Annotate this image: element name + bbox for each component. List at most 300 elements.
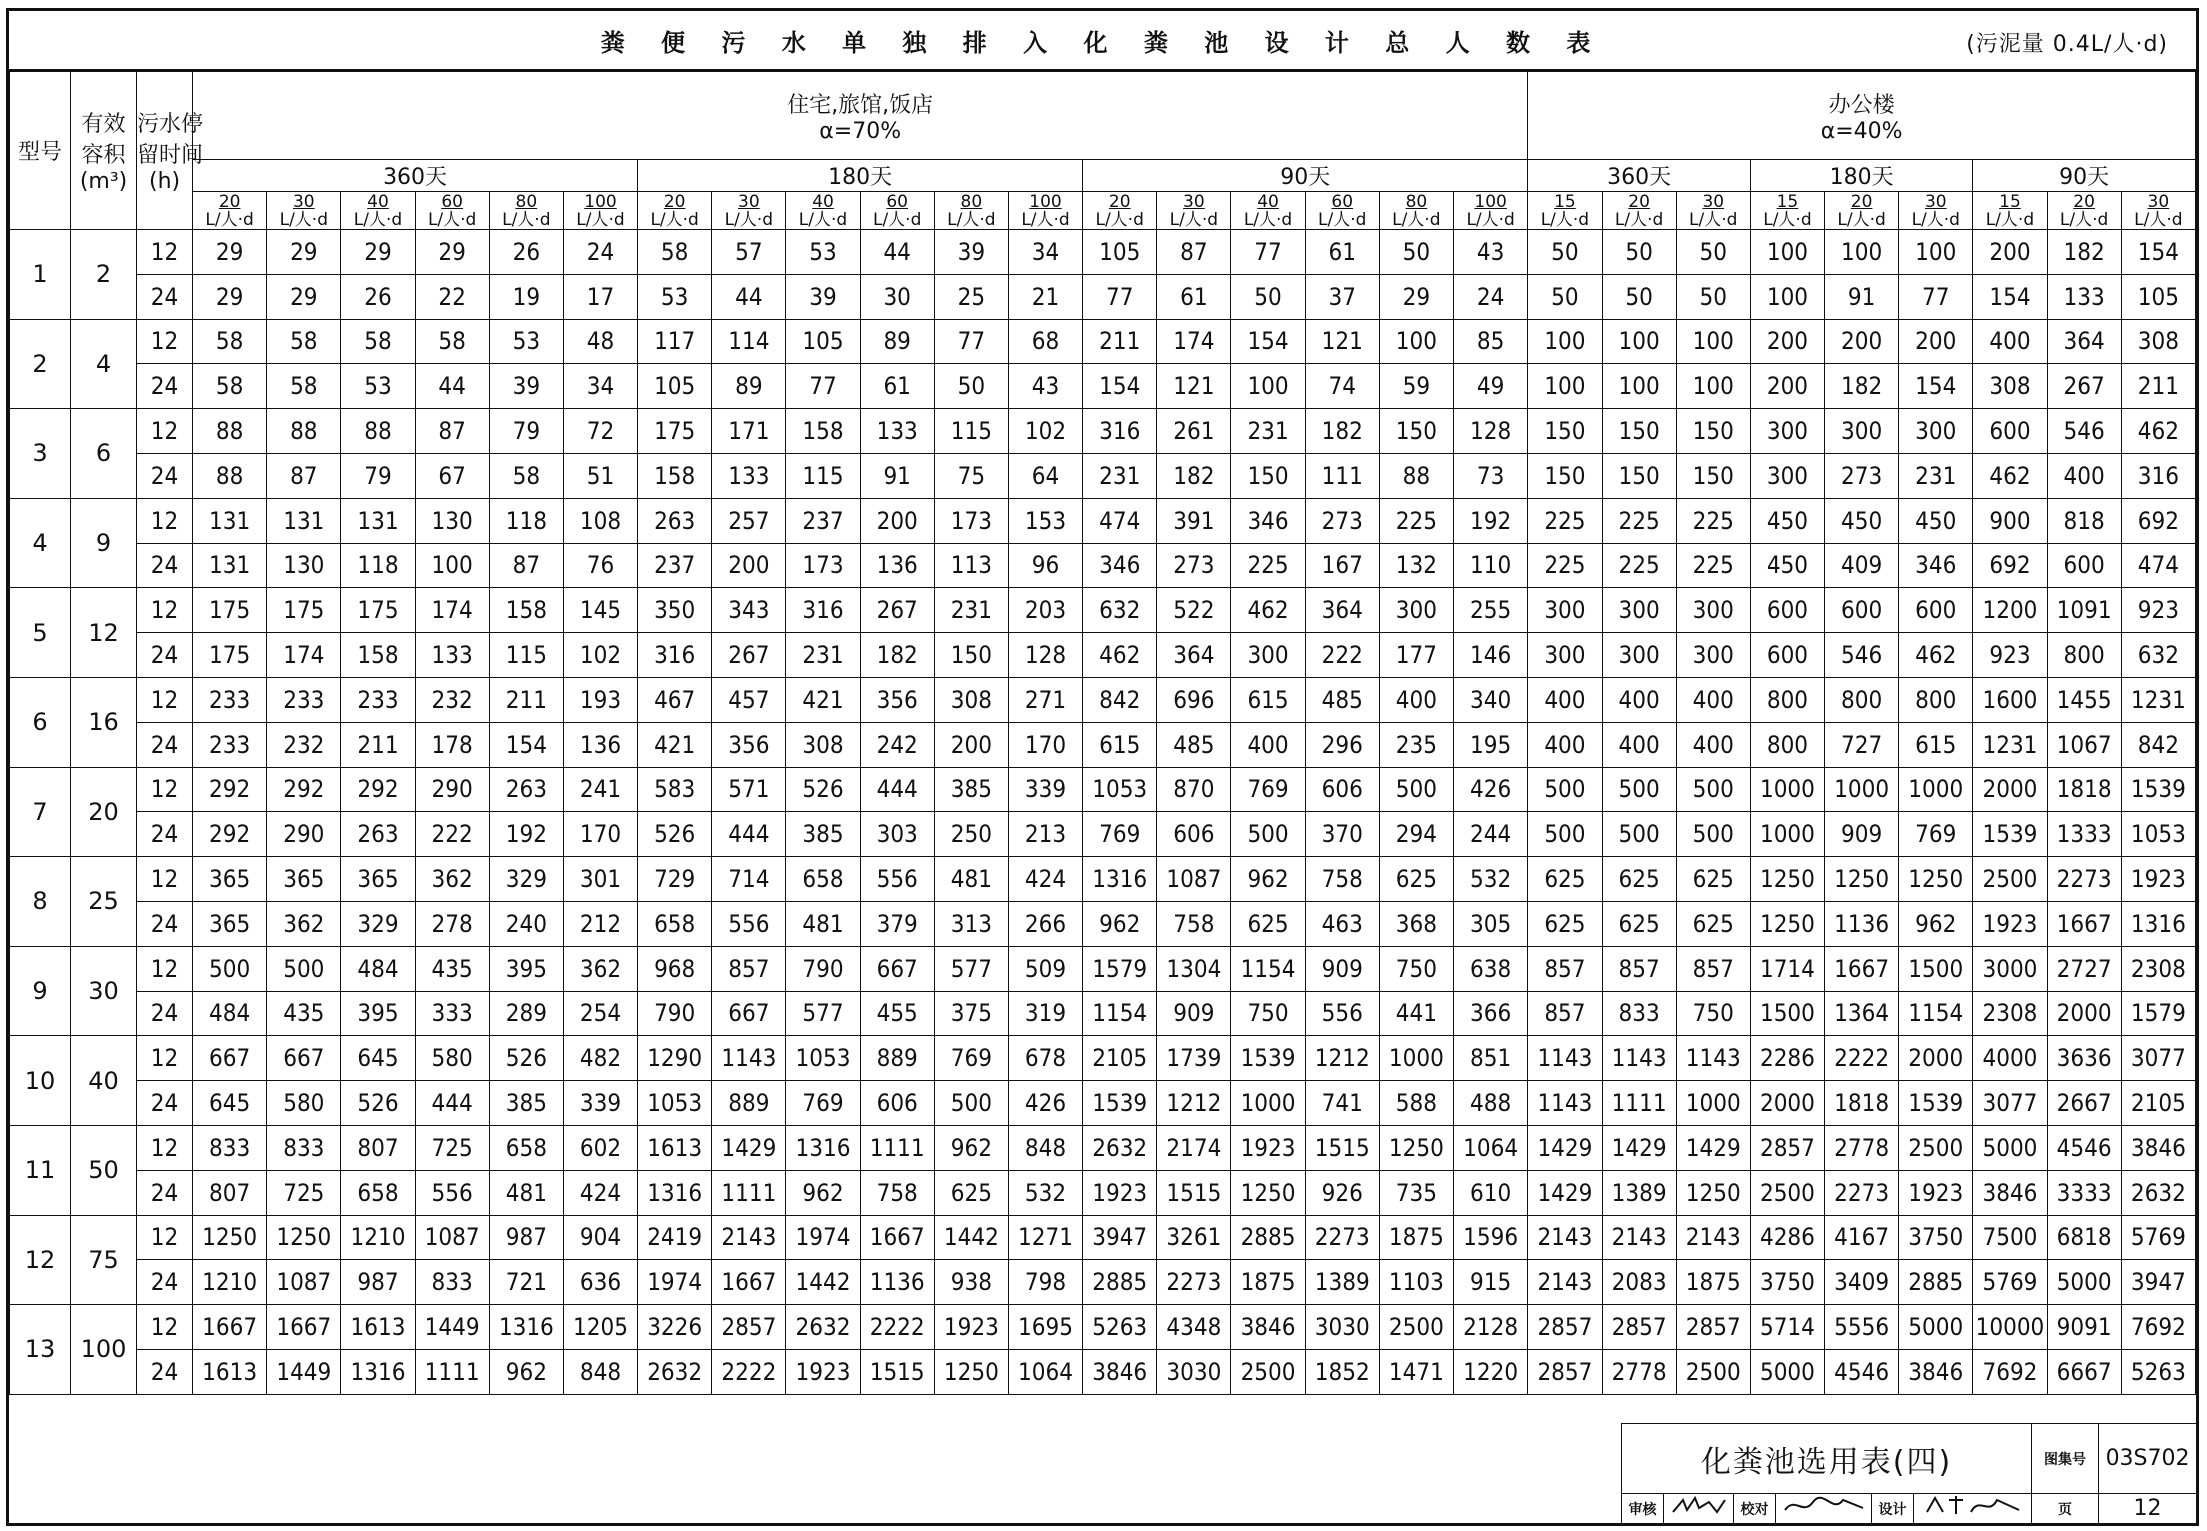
population-cell: 340: [1453, 677, 1527, 722]
header-volume-line2: 容积: [81, 143, 126, 168]
off-rate-header-value: 30: [2147, 191, 2170, 212]
model-cell: 8: [10, 857, 71, 947]
population-cell: 3030: [1157, 1349, 1231, 1394]
population-cell: 225: [1379, 498, 1453, 543]
population-cell: 365: [193, 857, 267, 902]
population-cell: 76: [563, 543, 637, 588]
population-cell: 58: [489, 453, 563, 498]
population-cell: 300: [1231, 633, 1305, 678]
population-cell: 625: [1528, 901, 1602, 946]
population-cell: 74: [1305, 364, 1379, 409]
population-cell: 600: [2047, 543, 2121, 588]
model-cell: 9: [10, 946, 71, 1036]
population-cell: 2500: [1379, 1305, 1453, 1350]
population-cell: 273: [1305, 498, 1379, 543]
population-cell: 375: [934, 991, 1008, 1036]
population-cell: 1923: [1899, 1170, 1973, 1215]
population-cell: 292: [267, 767, 341, 812]
population-cell: 904: [563, 1215, 637, 1260]
population-cell: 29: [193, 230, 267, 275]
table-row: [10, 498, 2196, 543]
population-cell: 343: [712, 588, 786, 633]
population-cell: 316: [1083, 409, 1157, 454]
population-cell: 77: [1231, 230, 1305, 275]
header-stay-time: [137, 72, 204, 230]
population-cell: 150: [1231, 453, 1305, 498]
res-rate-header-value: 100: [1029, 191, 1062, 212]
population-cell: 667: [860, 946, 934, 991]
volume-cell: 75: [71, 1215, 137, 1305]
population-cell: 308: [786, 722, 860, 767]
population-cell: 100: [1750, 230, 1824, 275]
population-cell: 1455: [2047, 677, 2121, 722]
population-cell: 182: [1305, 409, 1379, 454]
population-cell: 385: [934, 767, 1008, 812]
population-cell: 833: [415, 1260, 489, 1305]
population-cell: 1250: [1750, 901, 1824, 946]
population-cell: 1515: [1305, 1125, 1379, 1170]
res-rate-header: [934, 192, 1008, 230]
population-cell: 211: [1083, 319, 1157, 364]
population-cell: 39: [934, 230, 1008, 275]
population-cell: 362: [415, 857, 489, 902]
population-cell: 211: [489, 677, 563, 722]
off-rate-header: [1676, 192, 1750, 230]
population-cell: 2885: [1231, 1215, 1305, 1260]
off-period-180: 180天: [1750, 160, 1973, 192]
population-cell: 1111: [860, 1125, 934, 1170]
population-cell: 769: [786, 1081, 860, 1126]
population-cell: 1200: [1973, 588, 2047, 633]
volume-cell: 12: [71, 588, 137, 678]
population-cell: 150: [934, 633, 1008, 678]
population-cell: 600: [1825, 588, 1899, 633]
res-rate-header-value: 30: [1183, 191, 1205, 212]
population-cell: 231: [1899, 453, 1973, 498]
population-cell: 113: [934, 543, 1008, 588]
res-rate-header-unit: L/人·d: [947, 209, 996, 230]
population-cell: 133: [712, 453, 786, 498]
population-cell: 2857: [1750, 1125, 1824, 1170]
header-model: 型号: [10, 72, 71, 230]
population-cell: 400: [1528, 722, 1602, 767]
population-cell: 49: [1453, 364, 1527, 409]
population-cell: 200: [712, 543, 786, 588]
population-cell: 263: [638, 498, 712, 543]
population-cell: 1613: [193, 1349, 267, 1394]
population-cell: 300: [1602, 588, 1676, 633]
population-cell: 266: [1008, 901, 1082, 946]
off-rate-header: [1973, 192, 2047, 230]
res-rate-header-value: 30: [292, 191, 315, 212]
table-row: [10, 677, 2196, 722]
population-cell: 2632: [638, 1349, 712, 1394]
table-row: [10, 1305, 2196, 1350]
model-cell: 5: [10, 588, 71, 678]
population-cell: 1364: [1825, 991, 1899, 1036]
population-cell: 500: [1602, 812, 1676, 857]
population-cell: 100: [415, 543, 489, 588]
population-cell: 1429: [1676, 1125, 1750, 1170]
population-cell: 857: [1528, 946, 1602, 991]
model-cell: 10: [10, 1036, 71, 1126]
population-cell: 130: [415, 498, 489, 543]
population-cell: 34: [1008, 230, 1082, 275]
population-cell: 58: [341, 319, 415, 364]
population-cell: 50: [1231, 274, 1305, 319]
population-cell: 800: [1899, 677, 1973, 722]
population-cell: 182: [860, 633, 934, 678]
population-cell: 105: [2121, 274, 2195, 319]
population-cell: 857: [1602, 946, 1676, 991]
population-cell: 526: [489, 1036, 563, 1081]
population-cell: 1442: [786, 1260, 860, 1305]
population-cell: 67: [415, 453, 489, 498]
off-rate-header-value: 30: [1924, 191, 1947, 212]
population-cell: 105: [1083, 230, 1157, 275]
population-cell: 303: [860, 812, 934, 857]
population-cell: 128: [1008, 633, 1082, 678]
population-cell: 658: [638, 901, 712, 946]
population-cell: 923: [2121, 588, 2195, 633]
population-cell: 100: [1602, 319, 1676, 364]
population-cell: 851: [1453, 1036, 1527, 1081]
table-row: [10, 722, 2196, 767]
population-cell: 255: [1453, 588, 1527, 633]
stay-time-cell: 24: [137, 453, 193, 498]
sludge-note: (污泥量 0.4L/人·d): [1966, 32, 2168, 57]
population-cell: 615: [1231, 677, 1305, 722]
res-rate-header: [193, 192, 267, 230]
population-cell: 727: [1825, 722, 1899, 767]
population-cell: 154: [1973, 274, 2047, 319]
population-cell: 100: [1528, 364, 1602, 409]
population-cell: 409: [1825, 543, 1899, 588]
population-cell: 4546: [1825, 1349, 1899, 1394]
population-cell: 43: [1453, 230, 1527, 275]
population-cell: 462: [1231, 588, 1305, 633]
population-cell: 1600: [1973, 677, 2047, 722]
population-cell: 485: [1305, 677, 1379, 722]
population-cell: 225: [1602, 543, 1676, 588]
population-cell: 203: [1008, 588, 1082, 633]
population-cell: 278: [415, 901, 489, 946]
population-cell: 462: [1899, 633, 1973, 678]
volume-cell: 4: [71, 319, 137, 409]
res-rate-header: [415, 192, 489, 230]
population-cell: 44: [712, 274, 786, 319]
res-rate-header-unit: L/人·d: [1095, 209, 1144, 230]
population-cell: 435: [267, 991, 341, 1036]
population-cell: 800: [2047, 633, 2121, 678]
population-cell: 200: [860, 498, 934, 543]
population-cell: 50: [1602, 274, 1676, 319]
population-cell: 177: [1379, 633, 1453, 678]
population-cell: 21: [1008, 274, 1082, 319]
population-cell: 615: [1083, 722, 1157, 767]
population-cell: 192: [1453, 498, 1527, 543]
res-rate-header-value: 80: [515, 191, 538, 212]
population-cell: 606: [860, 1081, 934, 1126]
population-cell: 175: [267, 588, 341, 633]
population-cell: 962: [1899, 901, 1973, 946]
population-cell: 100: [1676, 319, 1750, 364]
population-cell: 4546: [2047, 1125, 2121, 1170]
table-row: [10, 319, 2196, 364]
population-cell: 118: [341, 543, 415, 588]
population-cell: 1143: [1528, 1081, 1602, 1126]
population-cell: 833: [193, 1125, 267, 1170]
population-cell: 346: [1083, 543, 1157, 588]
population-cell: 1316: [638, 1170, 712, 1215]
res-rate-header: [1231, 192, 1305, 230]
population-cell: 625: [1231, 901, 1305, 946]
population-cell: 85: [1453, 319, 1527, 364]
population-cell: 800: [1750, 722, 1824, 767]
off-rate-header: [1750, 192, 1824, 230]
population-cell: 7692: [1973, 1349, 2047, 1394]
volume-cell: 20: [71, 767, 137, 857]
population-cell: 1579: [2121, 991, 2195, 1036]
population-cell: 150: [1602, 453, 1676, 498]
population-cell: 133: [2047, 274, 2121, 319]
population-cell: 1923: [1083, 1170, 1157, 1215]
population-cell: 421: [638, 722, 712, 767]
population-cell: 267: [860, 588, 934, 633]
population-cell: 26: [341, 274, 415, 319]
population-cell: 758: [1305, 857, 1379, 902]
off-rate-header: [1899, 192, 1973, 230]
population-cell: 1271: [1008, 1215, 1082, 1260]
population-cell: 450: [1750, 543, 1824, 588]
res-rate-header: [1379, 192, 1453, 230]
population-cell: 1316: [341, 1349, 415, 1394]
population-cell: 842: [1083, 677, 1157, 722]
population-cell: 450: [1750, 498, 1824, 543]
population-cell: 790: [786, 946, 860, 991]
population-cell: 400: [2047, 453, 2121, 498]
population-cell: 769: [1083, 812, 1157, 857]
population-cell: 610: [1453, 1170, 1527, 1215]
population-cell: 267: [712, 633, 786, 678]
volume-cell: 16: [71, 677, 137, 767]
population-cell: 2273: [2047, 857, 2121, 902]
population-cell: 444: [415, 1081, 489, 1126]
population-cell: 2000: [1899, 1036, 1973, 1081]
population-cell: 292: [193, 767, 267, 812]
population-cell: 131: [341, 498, 415, 543]
population-cell: 1210: [341, 1215, 415, 1260]
population-cell: 667: [267, 1036, 341, 1081]
table-row: [10, 1081, 2196, 1126]
population-cell: 455: [860, 991, 934, 1036]
population-cell: 625: [1379, 857, 1453, 902]
population-cell: 175: [341, 588, 415, 633]
population-cell: 57: [712, 230, 786, 275]
population-cell: 131: [267, 498, 341, 543]
title-block-area: [9, 1423, 2196, 1523]
population-cell: 3030: [1305, 1305, 1379, 1350]
population-cell: 1613: [638, 1125, 712, 1170]
model-cell: 7: [10, 767, 71, 857]
population-cell: 1667: [712, 1260, 786, 1305]
population-cell: 3077: [1973, 1081, 2047, 1126]
population-cell: 1389: [1305, 1260, 1379, 1305]
population-cell: 421: [786, 677, 860, 722]
population-cell: 79: [489, 409, 563, 454]
population-cell: 2273: [1305, 1215, 1379, 1260]
res-rate-header-unit: L/人·d: [1466, 209, 1515, 230]
header-volume-line1: 有效: [81, 112, 126, 137]
population-cell: 3226: [638, 1305, 712, 1350]
population-cell: 2308: [1973, 991, 2047, 1036]
population-cell: 257: [712, 498, 786, 543]
population-cell: 556: [860, 857, 934, 902]
off-rate-header: [2121, 192, 2195, 230]
population-cell: 2857: [1602, 1305, 1676, 1350]
population-cell: 233: [193, 677, 267, 722]
table-row: [10, 1125, 2196, 1170]
design-signature: [1914, 1494, 2032, 1524]
res-rate-header-unit: L/人·d: [279, 209, 328, 230]
population-cell: 546: [2047, 409, 2121, 454]
res-rate-header-value: 60: [1331, 191, 1354, 212]
population-cell: 231: [786, 633, 860, 678]
population-cell: 667: [193, 1036, 267, 1081]
population-cell: 133: [415, 633, 489, 678]
population-cell: 313: [934, 901, 1008, 946]
population-cell: 300: [1825, 409, 1899, 454]
population-cell: 833: [267, 1125, 341, 1170]
population-cell: 300: [1899, 409, 1973, 454]
population-cell: 133: [860, 409, 934, 454]
population-cell: 3947: [1083, 1215, 1157, 1260]
population-cell: 2000: [1973, 767, 2047, 812]
population-cell: 2143: [1602, 1215, 1676, 1260]
population-cell: 385: [489, 1081, 563, 1126]
population-cell: 1596: [1453, 1215, 1527, 1260]
off-period-90: 90天: [1973, 160, 2196, 192]
population-cell: 3636: [2047, 1036, 2121, 1081]
population-cell: 2857: [712, 1305, 786, 1350]
population-cell: 88: [267, 409, 341, 454]
population-cell: 158: [638, 453, 712, 498]
population-cell: 136: [860, 543, 934, 588]
population-cell: 857: [712, 946, 786, 991]
off-rate-header-value: 30: [1702, 191, 1725, 212]
population-cell: 395: [341, 991, 415, 1036]
res-rate-header: [341, 192, 415, 230]
table-row: [10, 1349, 2196, 1394]
volume-cell: 2: [71, 230, 137, 320]
population-cell: 2143: [1528, 1260, 1602, 1305]
population-cell: 6818: [2047, 1215, 2121, 1260]
population-cell: 1212: [1157, 1081, 1231, 1126]
population-cell: 696: [1157, 677, 1231, 722]
res-rate-header-unit: L/人·d: [1169, 209, 1219, 230]
population-cell: 263: [489, 767, 563, 812]
population-cell: 121: [1157, 364, 1231, 409]
stay-time-cell: 24: [137, 543, 193, 588]
population-cell: 391: [1157, 498, 1231, 543]
population-cell: 2222: [712, 1349, 786, 1394]
population-cell: 114: [712, 319, 786, 364]
population-cell: 290: [415, 767, 489, 812]
table-row: [10, 991, 2196, 1036]
population-cell: 600: [1973, 409, 2047, 454]
population-cell: 50: [1528, 230, 1602, 275]
population-cell: 807: [341, 1125, 415, 1170]
model-cell: 12: [10, 1215, 71, 1305]
population-cell: 2500: [1973, 857, 2047, 902]
off-rate-header: [1602, 192, 1676, 230]
population-cell: 213: [1008, 812, 1082, 857]
population-cell: 2000: [2047, 991, 2121, 1036]
population-cell: 100: [1379, 319, 1453, 364]
population-cell: 100: [1825, 230, 1899, 275]
population-cell: 5000: [1750, 1349, 1824, 1394]
population-cell: 1000: [1899, 767, 1973, 812]
population-cell: 2632: [786, 1305, 860, 1350]
stay-time-cell: 12: [137, 1215, 193, 1260]
population-cell: 329: [341, 901, 415, 946]
population-cell: 58: [267, 319, 341, 364]
population-cell: 1316: [2121, 901, 2195, 946]
population-cell: 50: [1676, 230, 1750, 275]
res-rate-header-unit: L/人·d: [353, 209, 403, 230]
population-cell: 625: [1528, 857, 1602, 902]
population-cell: 195: [1453, 722, 1527, 767]
res-period-360: 360天: [193, 160, 638, 192]
header-volume-line3: (m³): [79, 169, 128, 194]
population-cell: 7500: [1973, 1215, 2047, 1260]
res-rate-header-unit: L/人·d: [798, 209, 848, 230]
population-cell: 3846: [1973, 1170, 2047, 1215]
population-cell: 211: [2121, 364, 2195, 409]
population-cell: 1333: [2047, 812, 2121, 857]
population-cell: 1613: [341, 1305, 415, 1350]
review-signature: [1664, 1494, 1734, 1524]
population-cell: 500: [267, 946, 341, 991]
population-cell: 300: [1602, 633, 1676, 678]
title-bar: [9, 11, 2196, 71]
population-cell: 769: [1899, 812, 1973, 857]
population-cell: 290: [267, 812, 341, 857]
population-cell: 638: [1453, 946, 1527, 991]
population-cell: 526: [341, 1081, 415, 1126]
population-cell: 3846: [2121, 1125, 2195, 1170]
population-cell: 500: [1231, 812, 1305, 857]
population-cell: 50: [1379, 230, 1453, 275]
population-cell: 1136: [860, 1260, 934, 1305]
population-cell: 4348: [1157, 1305, 1231, 1350]
population-cell: 600: [1899, 588, 1973, 633]
population-cell: 61: [1157, 274, 1231, 319]
population-cell: 182: [1157, 453, 1231, 498]
population-cell: 1250: [1676, 1170, 1750, 1215]
population-cell: 1111: [712, 1170, 786, 1215]
population-cell: 645: [341, 1036, 415, 1081]
population-cell: 368: [1379, 901, 1453, 946]
population-cell: 50: [934, 364, 1008, 409]
population-cell: 167: [1305, 543, 1379, 588]
off-rate-header-unit: L/人·d: [1911, 209, 1960, 230]
population-cell: 88: [1379, 453, 1453, 498]
table-row: [10, 1036, 2196, 1081]
population-cell: 88: [193, 453, 267, 498]
population-cell: 1250: [267, 1215, 341, 1260]
population-cell: 115: [786, 453, 860, 498]
